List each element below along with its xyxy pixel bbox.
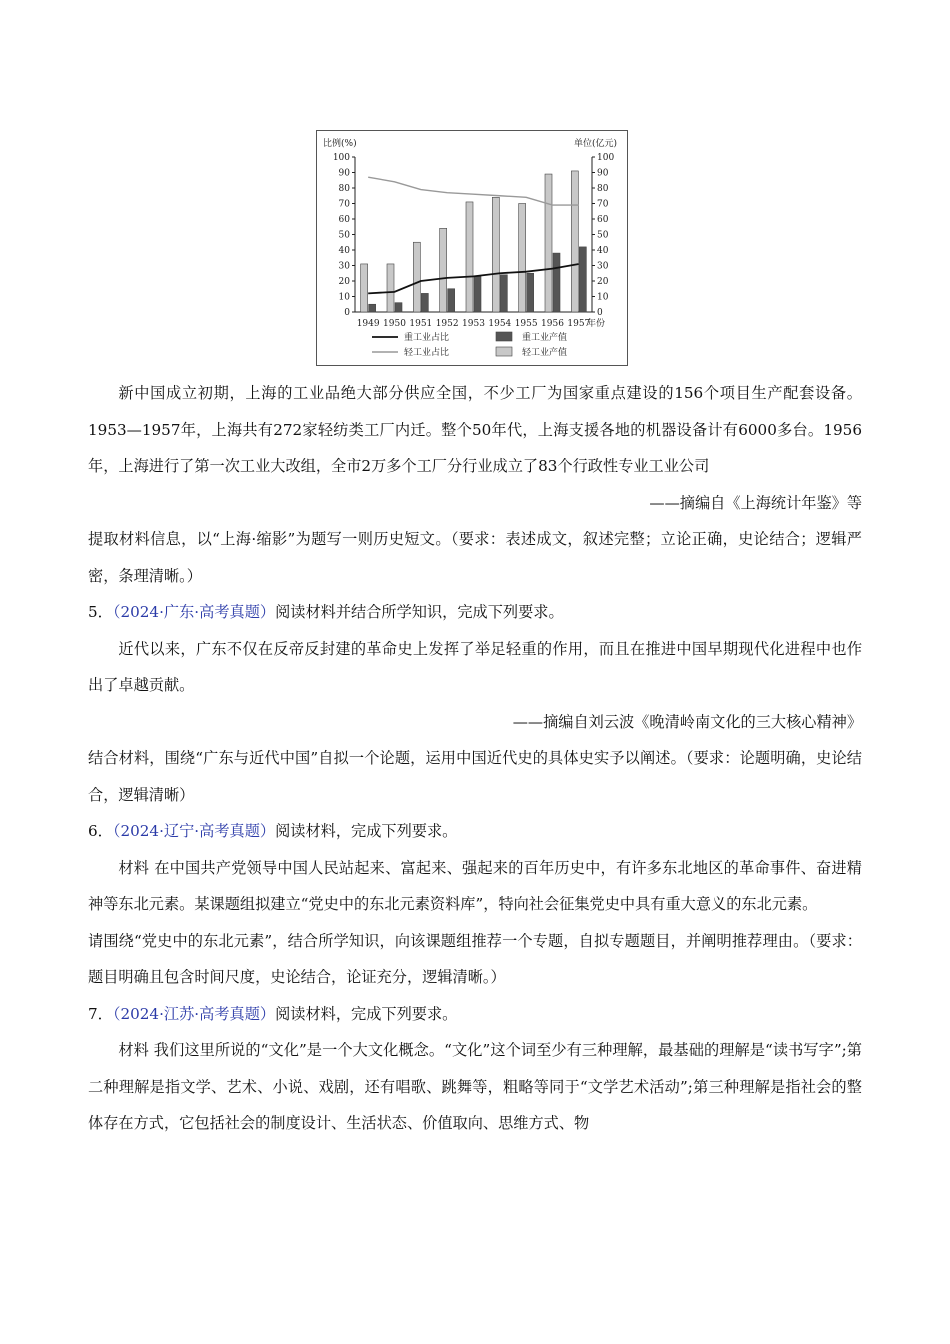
question-number: 6．	[88, 822, 113, 840]
left-tick-label: 40	[338, 246, 350, 256]
question-source-link[interactable]: （2024·辽宁·高考真题）	[112, 822, 276, 840]
question-6-task: 请围绕“党史中的东北元素”，结合所学知识，向该课题组推荐一个专题，自拟专题题目，并阐明推荐理由。（要求：题目明确且包含时间尺度，史论结合，论证充分，逻辑清晰。）	[88, 931, 862, 986]
bar-light-industry-output	[571, 171, 578, 312]
left-tick-label: 100	[332, 153, 350, 163]
x-unit-label: 年份	[587, 319, 606, 329]
x-tick-label: 1956	[541, 319, 564, 329]
bar-heavy-industry-output	[500, 275, 507, 312]
question-number: 7．	[88, 1004, 113, 1023]
industry-chart	[316, 130, 628, 366]
question-5-heading	[88, 594, 862, 631]
legend-label: 轻工业产值	[522, 348, 568, 358]
right-tick-label: 100	[597, 153, 615, 163]
left-tick-label: 50	[338, 230, 350, 241]
bar-heavy-industry-output	[527, 273, 534, 312]
x-tick-label: 1950	[383, 319, 406, 329]
right-tick-label: 10	[597, 292, 609, 303]
left-axis-label: 比例(%)	[323, 139, 357, 149]
legend-label: 轻工业占比	[404, 348, 450, 358]
bar-heavy-industry-output	[579, 247, 586, 312]
bar-light-industry-output	[466, 202, 473, 312]
material-source: ——摘编自《上海统计年鉴》等	[649, 493, 862, 512]
question-6-material: 材料 在中国共产党领导中国人民站起来、富起来、强起来的百年历史中，有许多东北地区的革命事件、奋进精神等东北元素。某课题组拟建立“党史中的东北元素资料库”，特向社会征集党史中具有重大意义的东北元素。	[88, 858, 862, 913]
right-tick-label: 0	[597, 308, 603, 318]
legend-bar-swatch	[496, 332, 512, 341]
bar-light-industry-output	[492, 197, 499, 312]
question-stem: 阅读材料并结合所学知识，完成下列要求。	[275, 603, 564, 621]
right-tick-label: 40	[597, 246, 609, 256]
right-tick-label: 20	[597, 277, 609, 287]
right-tick-label: 30	[597, 261, 609, 272]
task-paragraph: 提取材料信息，以“上海·缩影”为题写一则历史短文。（要求：表述成文，叙述完整；立论正确，史论结合；逻辑严密，条理清晰。）	[88, 530, 862, 585]
x-tick-label: 1957	[567, 319, 591, 329]
bar-light-industry-output	[361, 264, 368, 312]
left-tick-label: 90	[338, 168, 350, 179]
bars	[361, 171, 587, 312]
x-tick-label: 1952	[435, 319, 459, 329]
x-tick-label: 1953	[462, 319, 485, 329]
question-5-task: 结合材料，围绕“广东与近代中国”自拟一个论题，运用中国近代史的具体史实予以阐述。（要求：论题明确，史论结合，逻辑清晰）	[88, 749, 862, 804]
bar-light-industry-output	[413, 242, 420, 312]
document-body	[88, 375, 862, 1142]
bar-light-industry-output	[519, 204, 526, 313]
legend-label: 重工业产值	[522, 333, 568, 343]
bar-light-industry-output	[440, 228, 447, 312]
question-5-material: 近代以来，广东不仅在反帝反封建的革命史上发挥了举足轻重的作用，而且在推进中国早期现代化进程中也作出了卓越贡献。	[88, 639, 862, 694]
bar-heavy-industry-output	[553, 253, 560, 312]
right-tick-label: 70	[597, 199, 609, 210]
left-tick-label: 60	[338, 215, 350, 225]
question-7-material: 材料 我们这里所说的“文化”是一个大文化概念。“文化”这个词至少有三种理解，最基础的理解是“读书写字”;第二种理解是指文学、艺术、小说、戏剧，还有唱歌、跳舞等，粗略等同于“文学艺术活动”;第三种理解是指社会的整体存在方式，它包括社会的制度设计、生活状态、价值取向、思维方式、物	[88, 1041, 862, 1132]
question-number: 5．	[88, 603, 113, 621]
bar-heavy-industry-output	[474, 276, 481, 312]
question-stem: 阅读材料，完成下列要求。	[275, 1004, 458, 1023]
legend	[372, 331, 567, 358]
material-paragraph: 新中国成立初期，上海的工业品绝大部分供应全国，不少工厂为国家重点建设的156个项目生产配套设备。1953—1957年，上海共有272家轻纺类工厂内迁。整个50年代，上海支援各地的机器设备计有6000多台。1956年，上海进行了第一次工业大改组，全市2万多个工厂分行业成立了83个行政性专业工业公司	[88, 384, 862, 475]
x-tick-label: 1954	[488, 319, 512, 329]
bar-light-industry-output	[545, 174, 552, 312]
x-tick-label: 1955	[514, 319, 538, 329]
left-tick-label: 70	[338, 199, 350, 210]
right-tick-label: 80	[597, 184, 609, 194]
left-tick-label: 0	[344, 308, 350, 318]
legend-label: 重工业占比	[404, 333, 450, 343]
left-tick-label: 80	[338, 184, 350, 194]
legend-bar-swatch	[496, 347, 512, 356]
question-7-heading	[88, 996, 862, 1033]
bar-heavy-industry-output	[421, 293, 428, 312]
question-source-link[interactable]: （2024·广东·高考真题）	[112, 603, 276, 621]
chart-canvas	[317, 131, 629, 367]
bar-light-industry-output	[387, 264, 394, 312]
question-5-source: ——摘编自刘云波《晚清岭南文化的三大核心精神》	[512, 712, 862, 731]
right-tick-label: 50	[597, 230, 609, 241]
bar-heavy-industry-output	[369, 304, 376, 312]
question-6-heading	[88, 813, 862, 850]
left-tick-label: 10	[338, 292, 350, 303]
left-tick-label: 30	[338, 261, 350, 272]
x-tick-label: 1949	[356, 319, 380, 329]
bar-heavy-industry-output	[395, 303, 402, 312]
question-stem: 阅读材料，完成下列要求。	[275, 822, 458, 840]
question-source-link[interactable]: （2024·江苏·高考真题）	[112, 1004, 276, 1023]
left-tick-label: 20	[338, 277, 350, 287]
right-tick-label: 90	[597, 168, 609, 179]
right-tick-label: 60	[597, 215, 609, 225]
bar-heavy-industry-output	[448, 289, 455, 312]
right-axis-label: 单位(亿元)	[573, 139, 617, 149]
x-tick-label: 1951	[409, 319, 433, 329]
